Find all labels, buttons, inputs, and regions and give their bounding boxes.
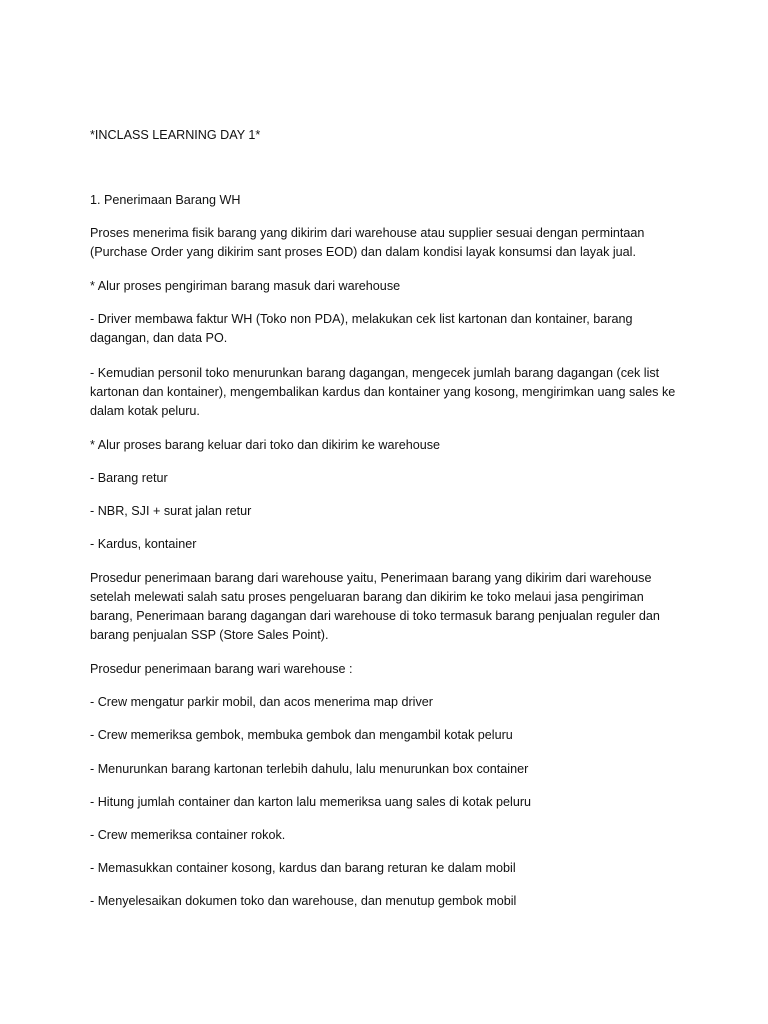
paragraph-7: - NBR, SJI + surat jalan retur (90, 504, 252, 518)
paragraph-8: - Kardus, kontainer (90, 537, 197, 551)
paragraph-14: - Hitung jumlah container dan karton lalu memeriksa uang sales di kotak peluru (90, 795, 532, 809)
paragraph-3: - Driver membawa faktur WH (Toko non PDA), melakukan cek list kartonan dan kontainer, barang dagangan, dan data PO. (90, 312, 633, 345)
paragraph-4: - Kemudian personil toko menurunkan barang dagangan, mengecek jumlah barang dagangan (cek list kartonan dan kontainer), mengembalikan kardus dan kontainer yang kosong, mengirimkan uang sales ke dalam kotak peluru. (90, 366, 676, 418)
paragraph-11: - Crew mengatur parkir mobil, dan acos menerima map driver (90, 695, 433, 709)
paragraph-16: - Memasukkan container kosong, kardus dan barang returan ke dalam mobil (90, 861, 516, 875)
paragraph-17: - Menyelesaikan dokumen toko dan warehouse, dan menutup gembok mobil (90, 894, 517, 908)
document-title: *INCLASS LEARNING DAY 1* (90, 128, 261, 142)
paragraph-13: - Menurunkan barang kartonan terlebih dahulu, lalu menurunkan box container (90, 762, 529, 776)
paragraph-6: - Barang retur (90, 471, 168, 485)
paragraph-12: - Crew memeriksa gembok, membuka gembok dan mengambil kotak peluru (90, 728, 513, 742)
paragraph-1: Proses menerima fisik barang yang dikirim dari warehouse atau supplier sesuai dengan permintaan (Purchase Order yang dikirim sant proses EOD) dan dalam kondisi layak konsumsi dan layak jual. (90, 226, 645, 259)
paragraph-2: * Alur proses pengiriman barang masuk dari warehouse (90, 279, 401, 293)
paragraph-9: Prosedur penerimaan barang dari warehouse yaitu, Penerimaan barang yang dikirim dari warehouse setelah melewati salah satu proses pengeluaran barang dan dikirim ke toko melaui jasa pengiriman barang, Penerimaan barang dagangan dari warehouse di toko termasuk barang penjualan reguler dan barang penjualan SSP (Store Sales Point). (90, 571, 660, 642)
section-heading: 1. Penerimaan Barang WH (90, 193, 241, 207)
paragraph-5: * Alur proses barang keluar dari toko dan dikirim ke warehouse (90, 438, 441, 452)
paragraph-15: - Crew memeriksa container rokok. (90, 828, 286, 842)
paragraph-10: Prosedur penerimaan barang wari warehouse : (90, 662, 353, 676)
